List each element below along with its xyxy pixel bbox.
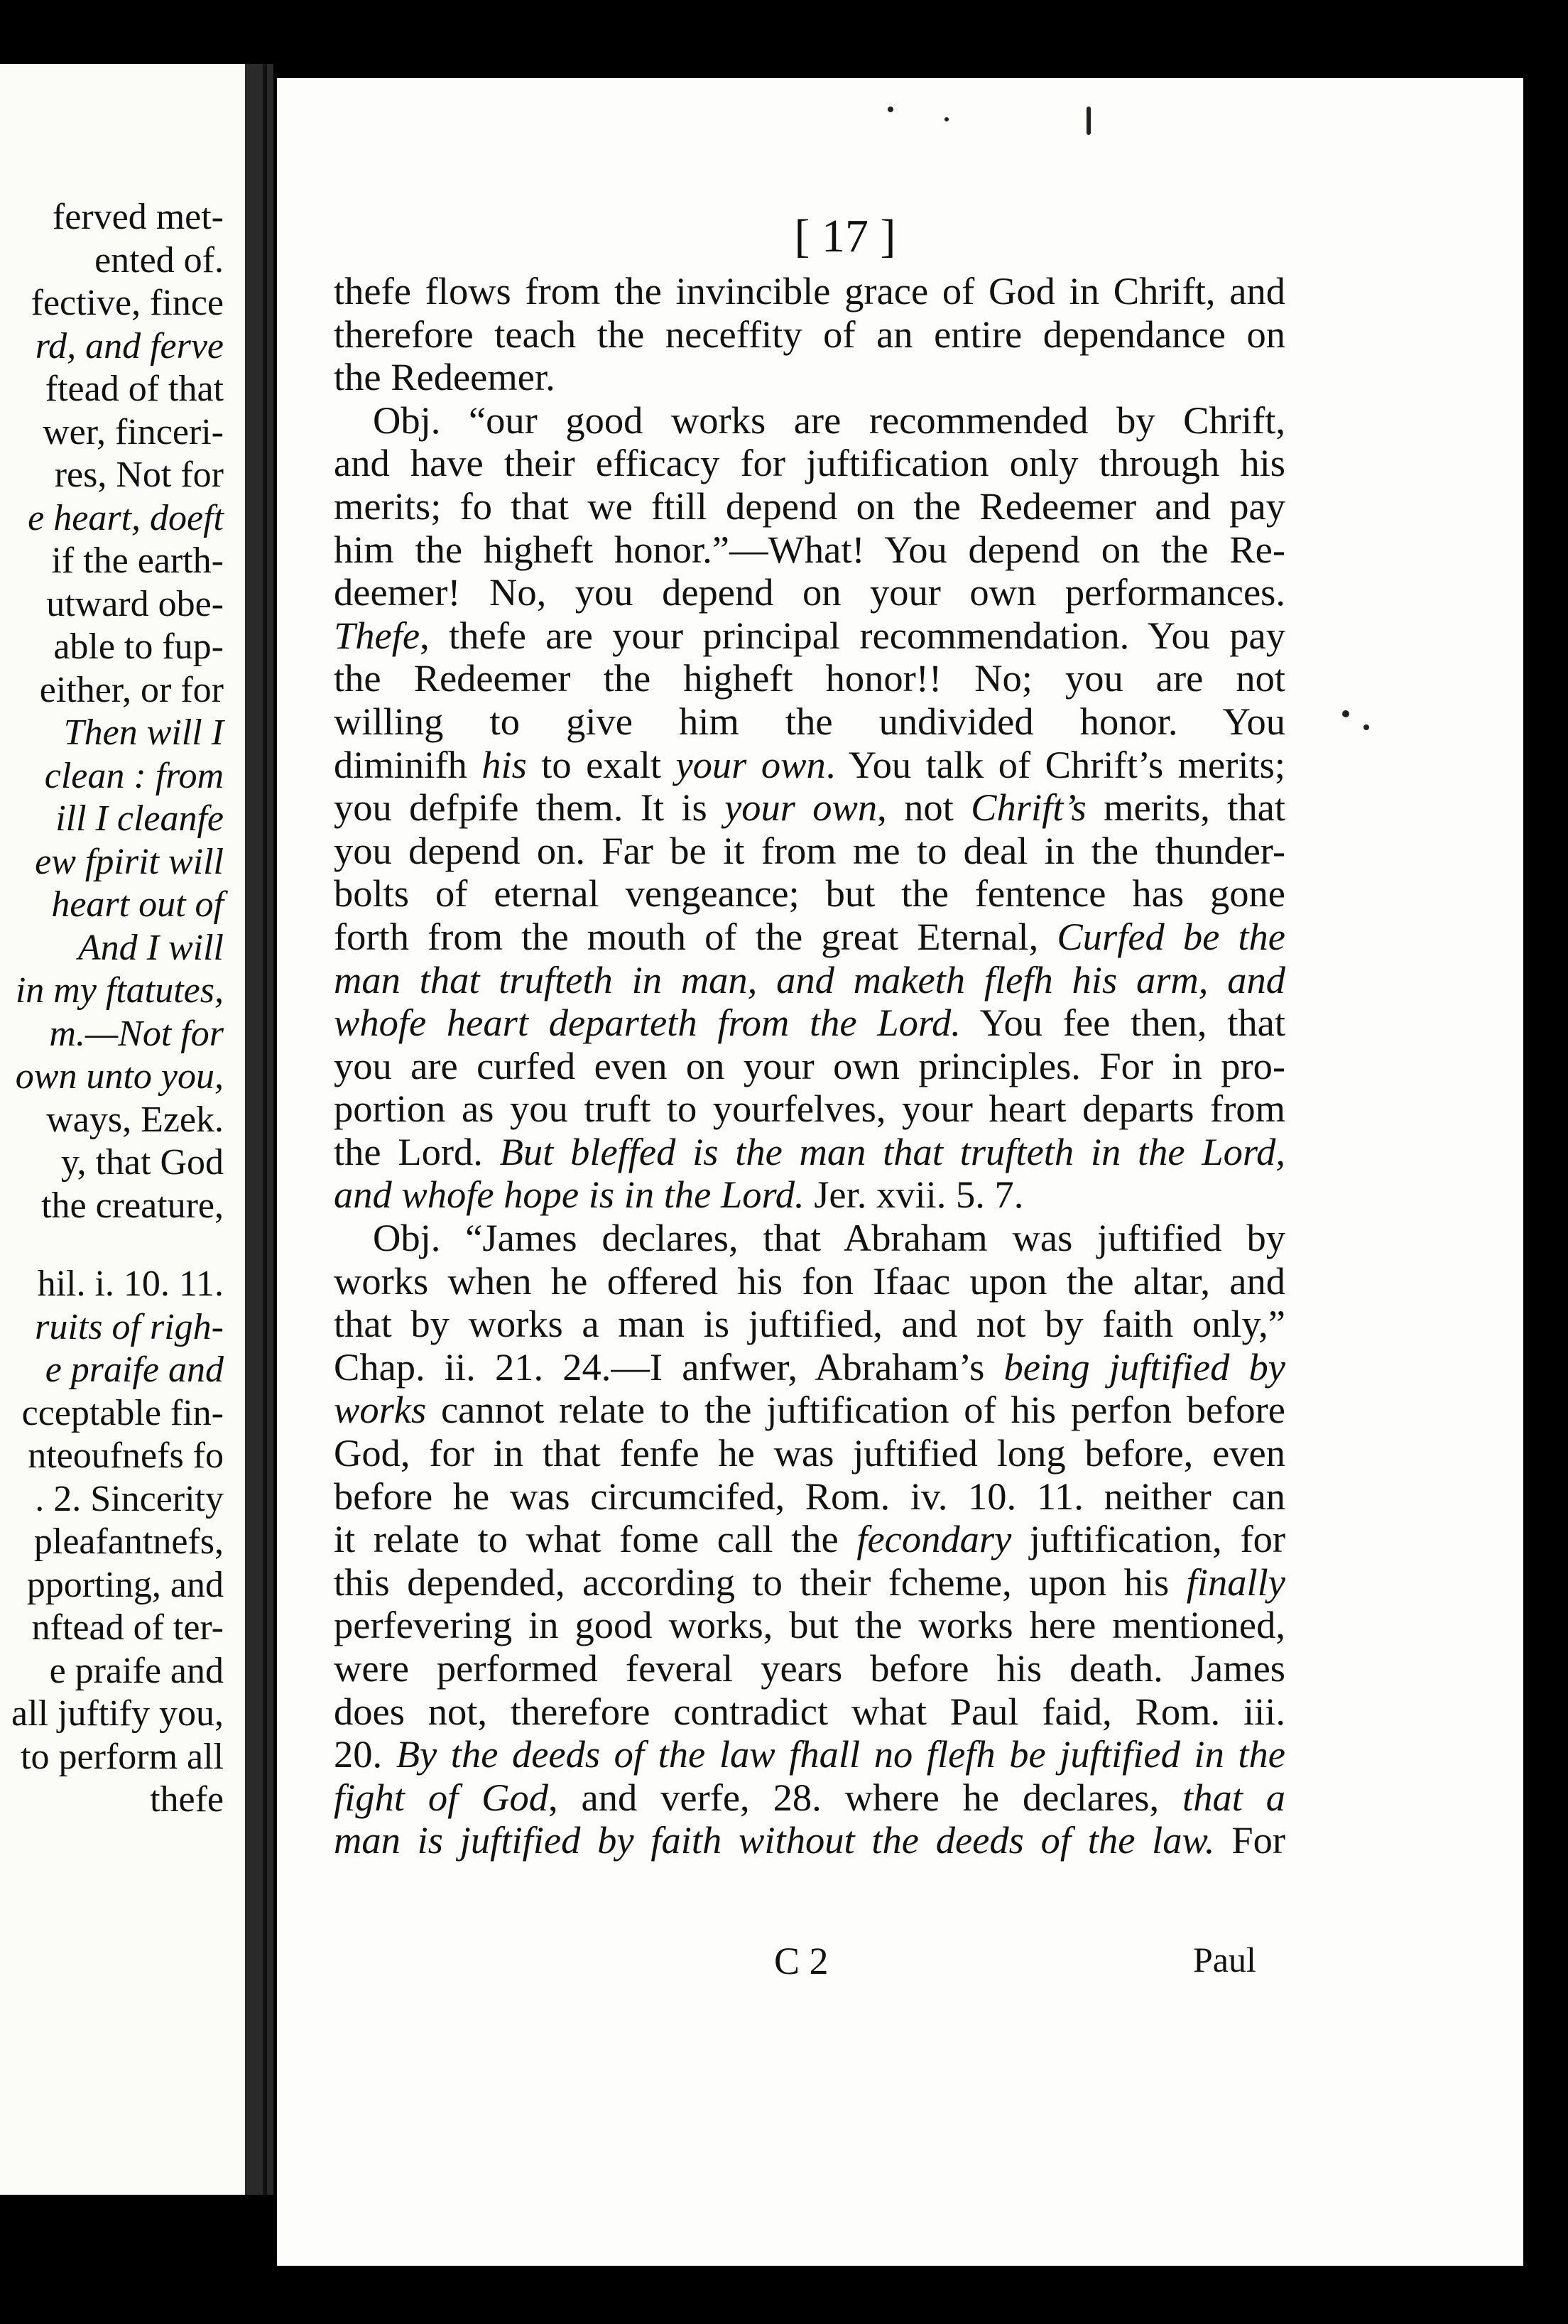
text-line: God, for in that fenfe he was juftified long before, even [334,1431,1285,1475]
text-line: that by works a man is juftified, and not by faith only,” [334,1302,1285,1346]
italic-phrase: your own [724,786,878,830]
italic-phrase: Thefe [334,613,420,657]
left-page-line: nteoufnefs fo [28,1435,224,1476]
previous-page-fragment [0,64,245,2195]
text-line: willing to give him the undivided honor. You [334,699,1285,743]
left-page-line: Then will I [63,712,224,753]
left-page-line: the creature, [41,1185,224,1226]
left-page-line: hil. i. 10. 11. [37,1264,224,1304]
left-page-line: pporting, and [26,1564,224,1605]
text-line: this depended, according to their fcheme, upon his finally [334,1560,1285,1604]
text-line: perfevering in good works, but the works here mentioned, [334,1603,1285,1647]
italic-phrase: fight of God [334,1775,548,1819]
left-page-line: wer, finceri- [43,411,224,452]
text-line: works when he offered his fon Ifaac upon the altar, and [334,1259,1285,1303]
text-line: fight of God, and verfe, 28. where he declares, that a [334,1775,1285,1819]
italic-phrase: works [334,1388,427,1432]
italic-phrase: man is juftified by faith without the deeds of the law. [334,1818,1215,1862]
text-line: does not, therefore contradict what Paul faid, Rom. iii. [334,1689,1285,1733]
italic-phrase: whofe heart departeth from the Lord. [334,1001,961,1045]
italic-phrase: fecondary [856,1517,1012,1561]
italic-phrase: that a [1182,1775,1285,1819]
text-line: man is juftified by faith without the deeds of the law. For [334,1818,1285,1862]
gutter-divider [263,64,267,2195]
text-line: the Redeemer the higheft honor!! No; you are not [334,656,1285,700]
left-page-line: ruits of righ- [35,1306,224,1347]
left-page-line: ftead of that [45,369,224,409]
text-line: diminifh his to exalt your own. You talk of Chrift’s merits; [334,742,1286,786]
text-line: you defpife them. It is your own, not Chrift’s merits, that [334,786,1285,830]
left-page-line: in my ftatutes, [15,970,224,1011]
ink-speck [888,107,893,112]
left-page-line: y, that God [60,1142,224,1183]
left-page-line: ways, Ezek. [46,1099,224,1140]
left-page-line: e praife and [49,1650,224,1691]
left-page-line: utward obe- [46,583,224,624]
text-line: 20. By the deeds of the law fhall no flefh be juftified in the [334,1732,1285,1776]
text-line: deemer! No, you depend on your own performances. [334,570,1285,614]
left-page-line: all juftify you, [11,1693,224,1734]
ink-speck [1087,107,1091,135]
text-line: you are curfed even on your own principles. For in pro- [334,1043,1285,1087]
text-line: before he was circumcifed, Rom. iv. 10. 11. neither can [334,1474,1285,1518]
left-page-line: e heart, doeft [28,497,224,538]
left-page-line: . 2. Sincerity [35,1478,224,1519]
left-page-line: ented of. [94,239,224,281]
left-page-line: thefe [150,1779,224,1820]
left-page-line: pleafantnefs, [33,1521,224,1562]
ink-speck [944,117,949,121]
text-line: Thefe, thefe are your principal recommendation. You pay [334,613,1285,657]
left-page-line: heart out of [51,884,224,925]
left-page-line: fective, fince [31,283,224,323]
italic-phrase: Curfed be the [1057,914,1285,958]
left-page-line: e praife and [45,1350,224,1390]
left-page-line: ferved met- [52,197,224,237]
italic-phrase: being juftified by [1003,1345,1285,1389]
italic-phrase: and whofe hope is in the Lord. [334,1173,805,1217]
left-page-line: clean : from [44,755,224,796]
left-page-line: m.—Not for [49,1013,224,1054]
left-page-line: ew fpirit will [35,841,224,882]
left-page-line: own unto you, [15,1056,224,1097]
left-page-line: either, or for [39,669,224,710]
signature-mark: C 2 [774,1940,829,1982]
italic-phrase: By the deeds of the law fhall no flefh be juftified in the [396,1732,1285,1776]
left-page-line: ill I cleanfe [55,798,224,839]
italic-phrase: man that trufteth in man, and maketh flefh his arm, and [334,957,1285,1001]
text-line: forth from the mouth of the great Eternal, Curfed be the [334,914,1285,958]
text-line: you depend on. Far be it from me to deal in the thunder- [334,828,1285,872]
text-line: merits; fo that we ftill depend on the Redeemer and pay [334,484,1285,528]
italic-phrase: his [481,742,527,786]
text-line: works cannot relate to the juftification of his perfon before [334,1388,1285,1432]
current-page [277,78,1523,2266]
book-gutter [245,64,273,2195]
text-line: whofe heart departeth from the Lord. You fee then, that [334,1001,1285,1045]
page-body-text [334,270,1285,1862]
page-number: [ 17 ] [794,210,896,262]
text-line: therefore teach the neceffity of an entire dependance on [334,312,1285,356]
left-page-line: cceptable fin- [21,1392,224,1433]
text-line: Obj. “James declares, that Abraham was juftified by [373,1216,1285,1260]
italic-phrase: finally [1186,1560,1285,1604]
italic-phrase: But bleffed is the man that trufteth in the Lord, [499,1129,1285,1173]
left-page-line: if the earth- [51,541,224,581]
text-line: Chap. ii. 21. 24.—I anfwer, Abraham’s being juftified by [334,1345,1285,1389]
italic-phrase: your own [675,742,826,786]
text-line: and have their efficacy for juftification only through his [334,441,1285,485]
left-page-line: able to fup- [53,626,224,667]
italic-phrase: Chrift’s [971,786,1087,830]
text-line: the Redeemer. [334,355,555,399]
ink-speck [1363,724,1369,730]
text-line: bolts of eternal vengeance; but the fentence has gone [334,872,1285,916]
left-page-line: res, Not for [54,455,224,495]
left-page-line: to perform all [21,1736,224,1777]
text-line: thefe flows from the invincible grace of God in Chrift, and [334,269,1285,313]
left-page-line: rd, and ferve [35,325,224,366]
catchword: Paul [1193,1940,1256,1980]
text-line [334,959,1285,1002]
left-page-line: nftead of ter- [31,1607,224,1648]
left-page-line: And I will [77,927,224,968]
text-line: portion as you truft to yourfelves, your heart departs from [334,1087,1285,1131]
text-line: and whofe hope is in the Lord. Jer. xvii. 5. 7. [334,1173,1024,1217]
text-line: the Lord. But bleffed is the man that trufteth in the Lord, [334,1129,1285,1173]
ink-speck [1342,710,1349,717]
text-line: him the higheft honor.”—What! You depend on the Re- [334,527,1285,571]
text-line: Obj. “our good works are recommended by Chrift, [373,398,1285,442]
text-line: it relate to what fome call the fecondary juftification, for [334,1517,1286,1561]
text-line: were performed feveral years before his death. James [334,1646,1285,1690]
